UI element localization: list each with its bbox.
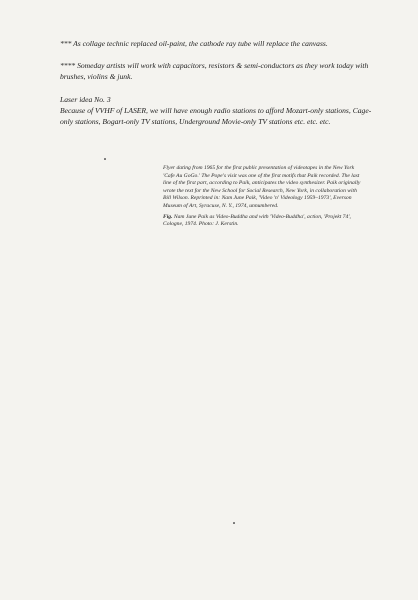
figure-caption bbox=[163, 165, 363, 229]
caption-text: Flyer dating from 1965 for the first public presentation of videotapes in the New York 'Cafe Au GoGo.' The Pope's visit was one of the first motifs that Paik recorded. The last line of the first part, according to Paik, anticipates the video synthesizer. Paik originally wrote the text for the New School for Social Research, New York, in collaboration with Bill Wilson. Reprinted in: Nam June Paik, 'Video 'n' Videology 1959–1973', Everson Museum of Art, Syracuse, N. Y., 1974, unnumbered. bbox=[163, 165, 361, 209]
fig-text: Nam June Paik as Video-Buddha and with 'Video-Buddha', action, 'Projekt 74', Cologne, 1974. Photo: J. Kerstin. bbox=[163, 213, 351, 228]
paragraph-collage: *** As collage technic replaced oil-paint, the cathode ray tube will replace the canvass. bbox=[60, 39, 328, 48]
fig-label: Fig. bbox=[163, 213, 173, 220]
laser-idea-heading: Laser idea No. 3 bbox=[60, 94, 111, 104]
main-text-block bbox=[60, 38, 380, 127]
print-speck bbox=[104, 158, 106, 160]
paragraph-someday: **** Someday artists will work with capacitors, resistors & semi-conductors as they work today with brushes, violins & junk. bbox=[60, 61, 369, 82]
paragraph-laser-idea: Because of VVHF of LASER, we will have enough radio stations to afford Mozart-only stations, Cage-only stations, Bogart-only TV stations, Underground Movie-only TV stations etc. etc. etc. bbox=[60, 105, 372, 127]
print-speck bbox=[233, 522, 235, 524]
fig-note bbox=[163, 214, 363, 229]
